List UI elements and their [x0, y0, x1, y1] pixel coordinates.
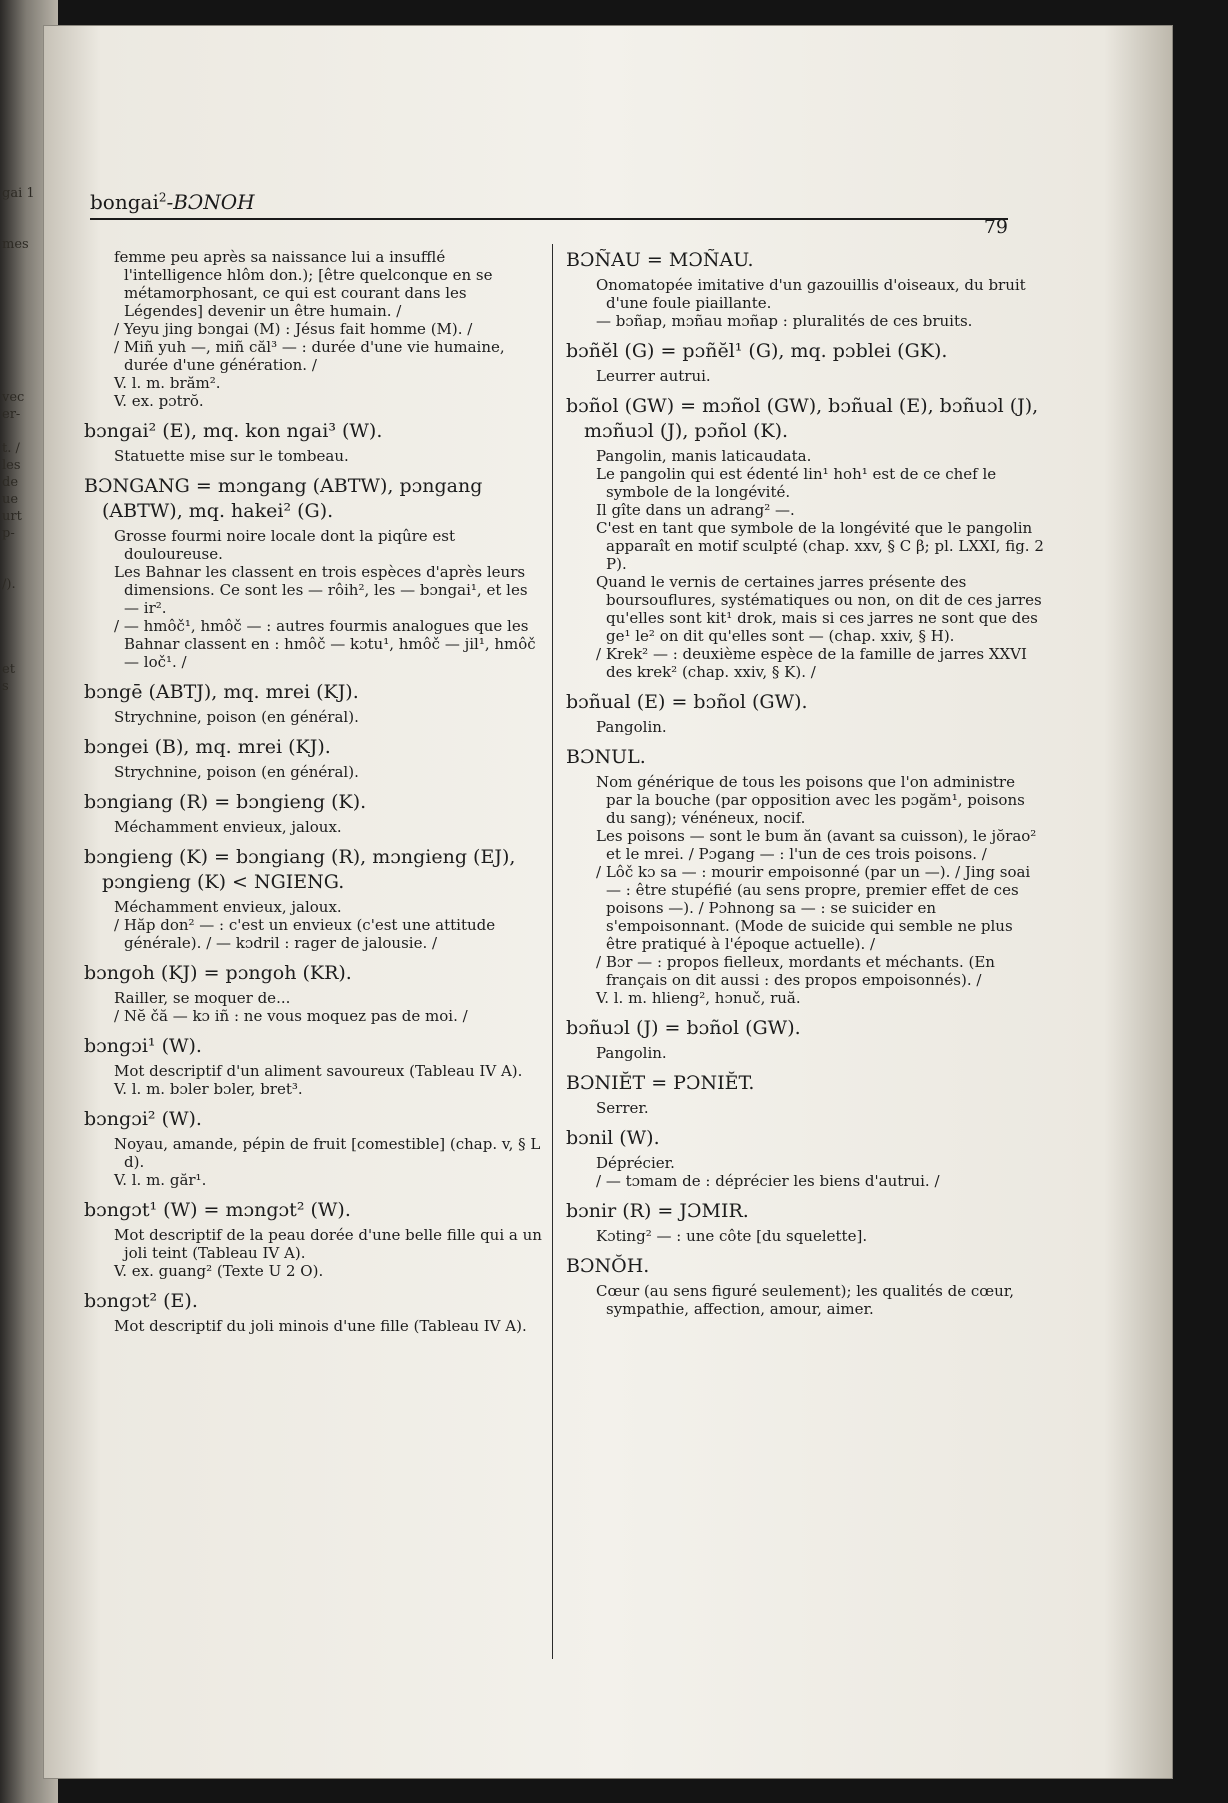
entry-body: [84, 1317, 544, 1335]
dictionary-entry: [84, 735, 544, 781]
entry-line: Le pangolin qui est édenté lin¹ hoh¹ est de ce chef le symbole de la longévité.: [596, 465, 997, 501]
dictionary-entry: [84, 474, 544, 671]
edge-fragment: de: [2, 475, 19, 490]
entry-line: Nom générique de tous les poisons que l'on administre par la bouche (par opposition avec les pɔgăm¹, poisons du sang); vénéneux, nocif.: [596, 773, 1025, 827]
dictionary-entry: [566, 1199, 1044, 1245]
entry-body: [84, 1226, 544, 1280]
entry-body: [84, 763, 544, 781]
entry-line: Déprécier.: [596, 1154, 675, 1172]
entry-headword: BƆNGANG = mɔngang (ABTW), pɔngang (ABTW), mq. hakei² (G).: [84, 475, 483, 522]
entry-body: [84, 1135, 544, 1189]
entry-body: [566, 773, 1044, 1007]
entry-headword: bɔngieng (K) = bɔngiang (R), mɔngieng (EJ), pɔngieng (K) < NGIENG.: [84, 846, 516, 893]
entry-line: Méchamment envieux, jaloux.: [114, 898, 342, 916]
dictionary-entry: [84, 1107, 544, 1189]
dictionary-entry: [84, 961, 544, 1025]
dictionary-entry: [566, 1126, 1044, 1190]
entry-line: / Bɔr — : propos fielleux, mordants et méchants. (En français on dit aussi : des propos empoisonnés). /: [596, 953, 995, 989]
edge-fragment: mes: [2, 237, 29, 252]
entry-headword: bɔngɔt² (E).: [84, 1290, 198, 1312]
entry-headword: BƆÑAU = MƆÑAU.: [566, 249, 754, 271]
entry-line: V. l. m. bɔler bɔler, bret³.: [114, 1080, 303, 1098]
dictionary-page: [44, 26, 1172, 1778]
running-head-superscript: 2: [158, 190, 167, 205]
entry-line: Pangolin.: [596, 1044, 667, 1062]
edge-fragment: les: [2, 458, 21, 473]
entry-line: femme peu après sa naissance lui a insufflé l'intelligence hlôm don.); [être quelconque en se métamorphosant, ce qui est courant dans les Légendes] devenir un être humain. /: [114, 248, 493, 320]
entry-headword: bɔñual (E) = bɔñol (GW).: [566, 691, 808, 713]
dictionary-entry: [566, 339, 1044, 385]
entry-line: / Lôč kɔ sa — : mourir empoisonné (par un —). / Jing soai — : être stupéfié (au sens propre, premier effet de ces poisons —). / Pɔhnong sa — : se suicider en s'empoisonnant. (Mode de suicide qui semble ne plus être pratiqué à l'époque actuelle). /: [596, 863, 1031, 953]
entry-line: V. ex. pɔtrŏ.: [114, 392, 204, 410]
entry-headword: bɔñuɔl (J) = bɔñol (GW).: [566, 1017, 801, 1039]
entry-line: Mot descriptif de la peau dorée d'une belle fille qui a un joli teint (Tableau IV A).: [114, 1226, 542, 1262]
edge-fragment: s: [2, 679, 9, 694]
entry-line: Quand le vernis de certaines jarres présente des boursouflures, systématiques ou non, on dit de ces jarres qu'elles sont kit¹ drok, mais si ces jarres ne sont que des ge¹ le² on dit qu'elles sont — (chap. xxiv, § H).: [596, 573, 1042, 645]
entry-body: [84, 447, 544, 465]
entry-body: [566, 1044, 1044, 1062]
edge-fragment: t. /: [2, 441, 20, 456]
entry-line: Strychnine, poison (en général).: [114, 763, 359, 781]
entry-body: [566, 1154, 1044, 1190]
entry-line: Les Bahnar les classent en trois espèces d'après leurs dimensions. Ce sont les — rôih², les — bɔngai¹, et les — ir².: [114, 563, 528, 617]
entry-headword: bɔngiang (R) = bɔngieng (K).: [84, 791, 367, 813]
entry-line: Les poisons — sont le bum ăn (avant sa cuisson), le jŏrao² et le mrei. / Pɔgang — : l'un de ces trois poisons. /: [596, 827, 1037, 863]
entry-headword: bɔnil (W).: [566, 1127, 660, 1149]
entry-body: [566, 447, 1044, 681]
entry-line: Strychnine, poison (en général).: [114, 708, 359, 726]
entry-body: [566, 276, 1044, 330]
dictionary-entry: [566, 248, 1044, 330]
dictionary-entry: [84, 1289, 544, 1335]
entry-line: Cœur (au sens figuré seulement); les qualités de cœur, sympathie, affection, amour, aimer.: [596, 1282, 1015, 1318]
edge-fragment: p-: [2, 526, 15, 541]
edge-fragment: et: [2, 662, 15, 677]
dictionary-entry: [566, 1254, 1044, 1318]
dictionary-entry: [566, 394, 1044, 681]
entry-body: [84, 248, 544, 410]
entry-line: Statuette mise sur le tombeau.: [114, 447, 349, 465]
edge-fragment: gai 1: [2, 186, 35, 201]
page-number: 79: [983, 216, 1008, 238]
entry-line: Pangolin.: [596, 718, 667, 736]
entry-line: Pangolin, manis laticaudata.: [596, 447, 812, 465]
entry-line: / Nĕ čă — kɔ iñ : ne vous moquez pas de moi. /: [114, 1007, 468, 1025]
entry-body: [566, 367, 1044, 385]
entry-headword: bɔngɔi¹ (W).: [84, 1035, 202, 1057]
entry-headword: bɔngɔt¹ (W) = mɔngɔt² (W).: [84, 1199, 351, 1221]
edge-fragment: urt: [2, 509, 22, 524]
dictionary-entry: [84, 1034, 544, 1098]
entry-line: Serrer.: [596, 1099, 649, 1117]
entry-body: [566, 1227, 1044, 1245]
entry-line: V. l. m. găr¹.: [114, 1171, 207, 1189]
entry-line: Il gîte dans un adrang² —.: [596, 501, 795, 519]
entry-body: [84, 1062, 544, 1098]
edge-fragment: ue: [2, 492, 19, 507]
dictionary-entry: [84, 419, 544, 465]
edge-fragment: /).: [2, 577, 16, 592]
entry-headword: BƆNŎH.: [566, 1255, 650, 1277]
entry-line: / — hmôč¹, hmôč — : autres fourmis analogues que les Bahnar classent en : hmôč — kɔtu¹, hmôč — jil¹, hmôč — loč¹. /: [114, 617, 536, 671]
left-column: [84, 248, 544, 1344]
entry-headword: BƆNUL.: [566, 746, 646, 768]
entry-headword: bɔngoh (KJ) = pɔngoh (KR).: [84, 962, 352, 984]
right-column: [566, 248, 1044, 1327]
entry-body: [566, 1099, 1044, 1117]
entry-headword: BƆNIĔT = PƆNIĔT.: [566, 1072, 755, 1094]
entry-line: C'est en tant que symbole de la longévité que le pangolin apparaît en motif sculpté (chap. xxv, § C β; pl. LXXI, fig. 2 P).: [596, 519, 1044, 573]
entry-headword: bɔngɔi² (W).: [84, 1108, 202, 1130]
entry-line: Méchamment envieux, jaloux.: [114, 818, 342, 836]
dictionary-entry: [84, 845, 544, 952]
dictionary-entry: [566, 745, 1044, 1007]
entry-line: — bɔñap, mɔñau mɔñap : pluralités de ces bruits.: [596, 312, 973, 330]
entry-line: / Krek² — : deuxième espèce de la famille de jarres XXVI des krek² (chap. xxiv, § K). /: [596, 645, 1027, 681]
edge-fragment: vec: [2, 390, 25, 405]
entry-line: Leurrer autrui.: [596, 367, 711, 385]
entry-line: Railler, se moquer de...: [114, 989, 291, 1007]
entry-line: Kɔting² — : une côte [du squelette].: [596, 1227, 868, 1245]
entry-body: [84, 818, 544, 836]
entry-headword: bɔñol (GW) = mɔñol (GW), bɔñual (E), bɔñuɔl (J), mɔñuɔl (J), pɔñol (K).: [566, 395, 1039, 442]
entry-body: [84, 989, 544, 1025]
dictionary-entry: [566, 1016, 1044, 1062]
entry-line: Mot descriptif d'un aliment savoureux (Tableau IV A).: [114, 1062, 523, 1080]
entry-line: Noyau, amande, pépin de fruit [comestible] (chap. v, § L d).: [114, 1135, 541, 1171]
entry-body: [84, 898, 544, 952]
entry-headword: bɔngai² (E), mq. kon ngai³ (W).: [84, 420, 383, 442]
entry-body: [84, 527, 544, 671]
entry-line: / — tɔmam de : déprécier les biens d'autrui. /: [596, 1172, 940, 1190]
dictionary-entry: [84, 680, 544, 726]
entry-line: / Hăp don² — : c'est un envieux (c'est une attitude générale). / — kɔdril : rager de jalousie. /: [114, 916, 496, 952]
entry-line: Mot descriptif du joli minois d'une fille (Tableau IV A).: [114, 1317, 527, 1335]
column-divider: [552, 244, 553, 1659]
edge-fragment: er-: [2, 407, 21, 422]
entry-headword: bɔnir (R) = JƆMIR.: [566, 1200, 749, 1222]
entry-line: / Miñ yuh —, miñ căl³ — : durée d'une vie humaine, durée d'une génération. /: [114, 338, 505, 374]
entry-line: Onomatopée imitative d'un gazouillis d'oiseaux, du bruit d'une foule piaillante.: [596, 276, 1026, 312]
dictionary-entry: [84, 790, 544, 836]
dictionary-entry: [566, 1071, 1044, 1117]
entry-line: V. l. m. brăm².: [114, 374, 221, 392]
running-head: [90, 190, 255, 214]
previous-page-text-fragments: [2, 185, 42, 695]
entry-headword: bɔngei (B), mq. mrei (KJ).: [84, 736, 331, 758]
entry-line: Grosse fourmi noire locale dont la piqûre est douloureuse.: [114, 527, 456, 563]
running-head-word: bongai: [90, 190, 159, 214]
entry-headword: bɔngē (ABTJ), mq. mrei (KJ).: [84, 681, 359, 703]
entry-line: V. l. m. hlieng², hɔnuč, ruă.: [596, 989, 801, 1007]
entry-line: / Yeyu jing bɔngai (M) : Jésus fait homme (M). /: [114, 320, 473, 338]
entry-body: [566, 1282, 1044, 1318]
page-header: [90, 186, 1008, 238]
entry-headword: bɔñĕl (G) = pɔñĕl¹ (G), mq. pɔblei (GK).: [566, 340, 948, 362]
dictionary-entry: [566, 690, 1044, 736]
dictionary-entry: [84, 248, 544, 410]
entry-line: V. ex. guang² (Texte U 2 O).: [114, 1262, 324, 1280]
entry-body: [84, 708, 544, 726]
running-head-range-end: -BƆNOH: [166, 190, 255, 214]
dictionary-entry: [84, 1198, 544, 1280]
entry-body: [566, 718, 1044, 736]
